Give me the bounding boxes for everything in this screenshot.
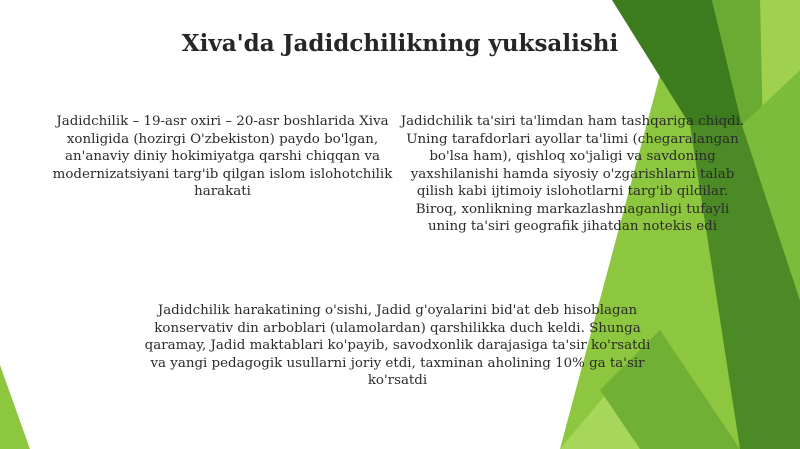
paragraph-right: Jadidchilik ta'siri ta'limdan ham tashqariga chiqdi. Uning tarafdorlari ayollar ta'limi (chegaralangan bo'lsa ham), qishloq xo'jaligi va savdoning yaxshilanishi hamda siyosiy o'zgarishlarni talab qilish kabi ijtimoiy islohotlarni targ'ib qildilar. Biroq, xonlikning markazlashmaganligi tufayli uning ta'siri geografik jihatdan notekis edi [400, 114, 745, 234]
paragraph-left: Jadidchilik – 19-asr oxiri – 20-asr boshlarida Xiva xonligida (hozirgi O'zbekiston) paydo bo'lgan, an'anaviy diniy hokimiyatga qarshi chiqqan va modernizatsiyani targ'ib qilgan islom islohotchilik harakati [52, 114, 393, 199]
facet-bottom-left [0, 365, 30, 449]
slide-title: Xiva'da Jadidchilikning yuksalishi [181, 30, 619, 57]
paragraph-bottom: Jadidchilik harakatining o'sishi, Jadid g'oyalarini bid'at deb hisoblagan konservativ din arboblari (ulamolardan) qarshilikka duch keldi. Shunga qaramay, Jadid maktablari ko'payib, savodxonlik darajasiga ta'sir ko'rsatdi va yangi pedagogik usullarni joriy etdi, taxminan aholining 10% ga ta'sir ko'rsatdi [144, 303, 651, 388]
